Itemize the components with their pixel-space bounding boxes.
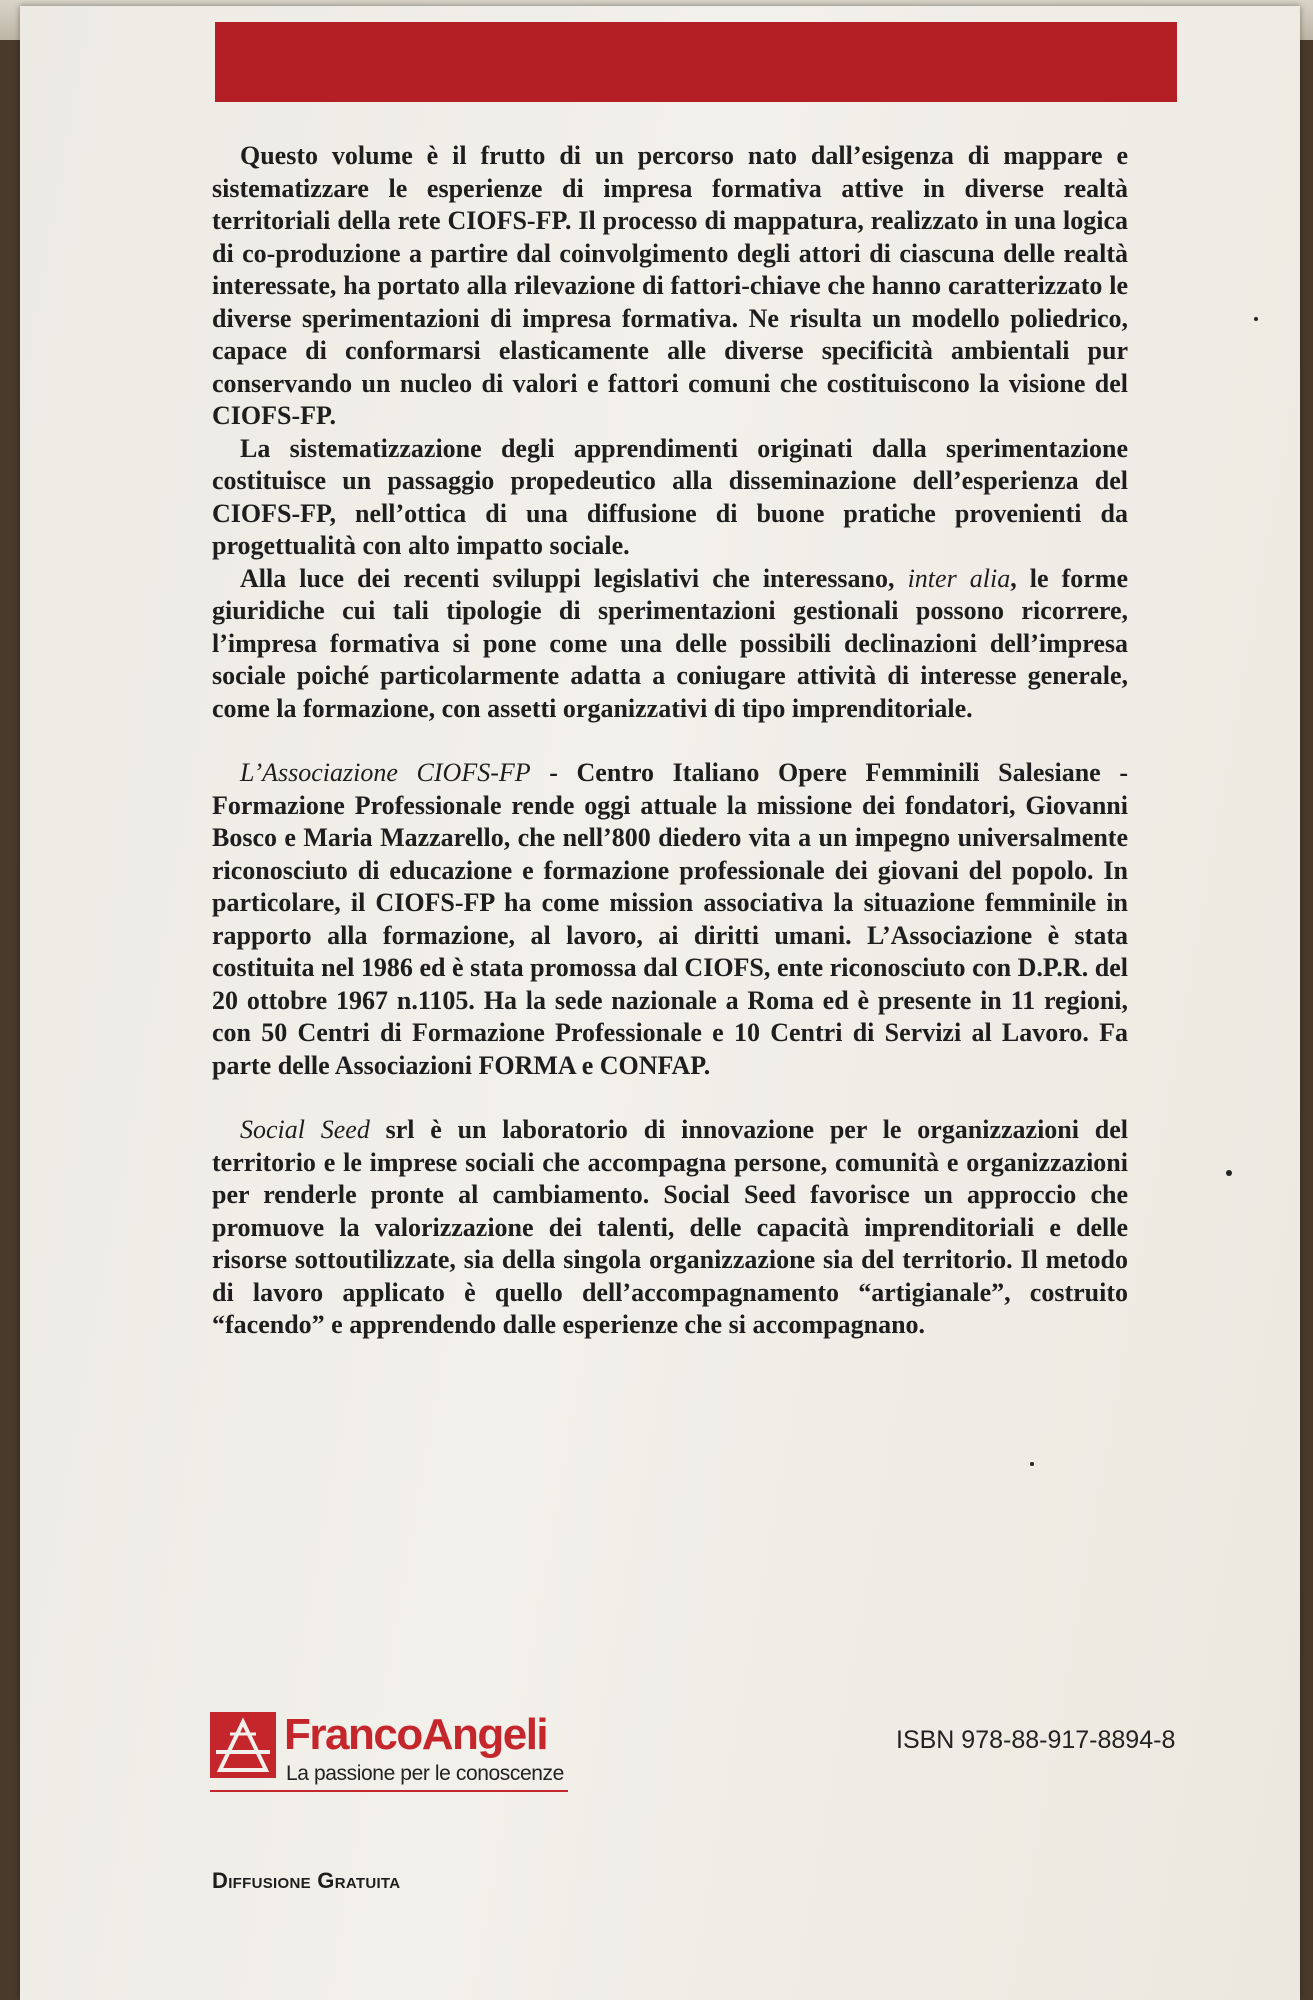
paragraph-sistematizzazione: La sistematizzazione degli apprendimenti originati dalla sperimentazione costituisce un passaggio propedeutico alla disseminazione dell’esperienza del CIOFS-FP, nell’ottica di una diffusione di buone pratiche provenienti da progettualità con alto impatto sociale.	[212, 433, 1128, 560]
paper-speck	[1030, 1462, 1034, 1466]
cover-body-text	[212, 140, 1128, 1342]
paper-speck	[1254, 317, 1258, 321]
social-seed-name: Social Seed	[240, 1115, 370, 1144]
associazione-name: L’Associazione CIOFS-FP	[240, 758, 531, 787]
red-header-band	[215, 22, 1177, 102]
publisher-name: FrancoAngeli	[284, 1710, 548, 1759]
paper-speck	[1226, 1170, 1232, 1176]
text-run: Alla luce dei recenti sviluppi legislativi che interessano,	[240, 563, 908, 593]
text-run: , le forme giuridiche cui tali tipologie di sperimentazioni gestionali possono ricorrere, l’impresa formativa si pone come una delle possibili declinazioni dell’impresa sociale poiché particolarmente adatta a coniugare attività di interesse generale, come la formazione, con assetti organizzativi di tipo imprenditoriale.	[212, 563, 1128, 723]
text-run: srl è un laboratorio di innovazione per le organizzazioni del territorio e le imprese sociali che accompagna persone, comunità e organizzazioni per renderle pronte al cambiamento. Social Seed favorisce un approccio che promuove la valorizzazione dei talenti, delle capacità imprenditoriali e delle risorse sottoutilizzate, sia della singola organizzazione sia del territorio. Il metodo di lavoro applicato è quello dell’accompagnamento “artigianale”, costruito “facendo” e apprendendo dalle esperienze che si accompagnano.	[212, 1115, 1128, 1339]
text-run: - Centro Italiano Opere Femminili Salesiane - Formazione Professionale rende oggi attuale la missione dei fondatori, Giovanni Bosco e Maria Mazzarello, che nell’800 diedero vita a un impegno universalmente riconosciuto di educazione e formazione professionale dei giovani del popolo. In particolare, il CIOFS-FP ha come mission associativa la situazione femminile in rapporto alla formazione, al lavoro, ai diritti umani. L’Associazione è stata costituita nel 1986 ed è stata promossa dal CIOFS, ente riconosciuto con D.P.R. del 20 ottobre 1967 n.1105. Ha la sede nazionale a Roma ed è presente in 11 regioni, con 50 Centri di Formazione Professionale e 10 Centri di Servizi al Lavoro. Fa parte delle Associazioni FORMA e CONFAP.	[212, 758, 1128, 1080]
publisher-tagline: La passione per le conoscenze	[286, 1762, 564, 1785]
paragraph-associazione	[212, 757, 1128, 1082]
logo-underline	[210, 1790, 568, 1792]
italic-phrase: inter alia	[907, 563, 1011, 593]
paragraph-intro: Questo volume è il frutto di un percorso nato dall’esigenza di mappare e sistematizzare le esperienze di impresa formativa attive in diverse realtà territoriali della rete CIOFS-FP. Il processo di mappatura, realizzato in una logica di co-produzione a partire dal coinvolgimento degli attori di ciascuna delle realtà interessate, ha portato alla rilevazione di fattori-chiave che hanno caratterizzato le diverse sperimentazioni di impresa formativa. Ne risulta un modello poliedrico, capace di conformarsi elasticamente alle diverse specificità ambientali pur conservando un nucleo di valori e fattori comuni che costituiscono la visione del CIOFS-FP.	[212, 141, 1128, 430]
paragraph-social-seed	[212, 1114, 1128, 1342]
distribution-label: Diffusione Gratuita	[212, 1868, 401, 1893]
isbn-number: ISBN 978-88-917-8894-8	[896, 1726, 1176, 1754]
publisher-logo	[210, 1708, 570, 1794]
paragraph-sviluppi-legislativi	[212, 563, 1128, 726]
francoangeli-logo-icon	[210, 1712, 276, 1778]
